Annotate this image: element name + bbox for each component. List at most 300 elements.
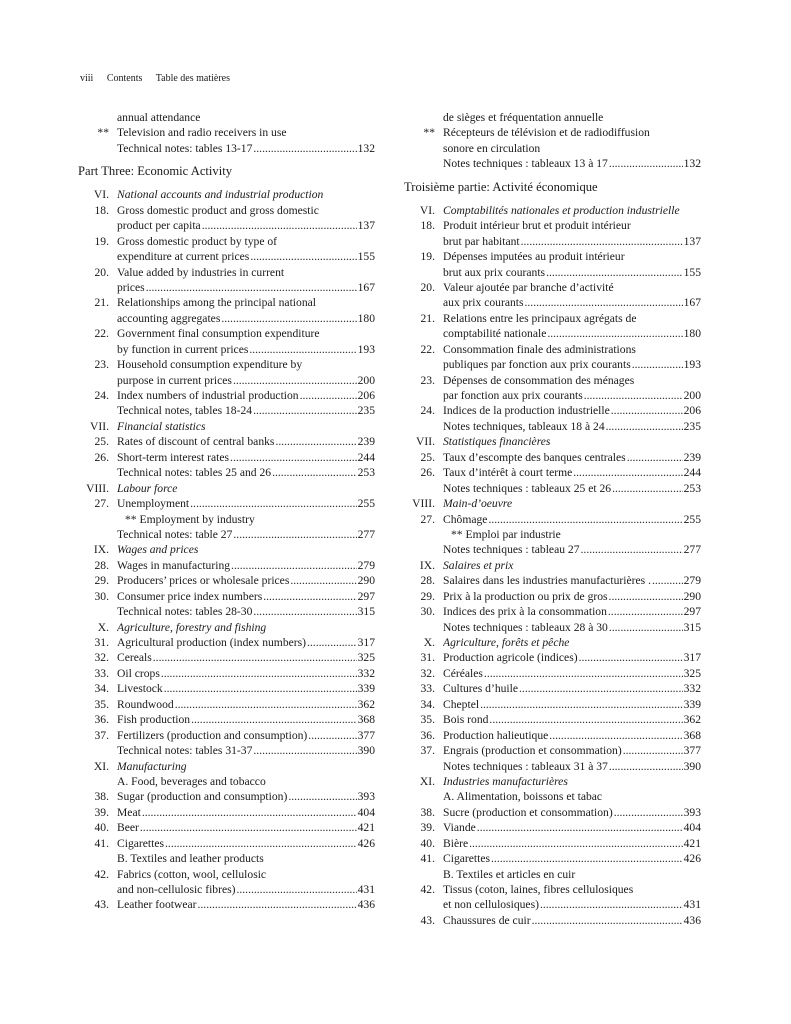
entry-number: 35. [420, 713, 435, 727]
chapter-heading [406, 203, 701, 218]
dot-leader [608, 604, 683, 619]
toc-entry[interactable] [80, 882, 375, 897]
entry-title: Taux d’intérêt à court terme [443, 466, 573, 480]
toc-entry[interactable] [80, 403, 375, 418]
entry-title: Notes techniques : tableaux 31 à 37 [443, 759, 608, 773]
entry-number: 37. [420, 744, 435, 758]
toc-entry[interactable] [80, 604, 375, 619]
entry-body [443, 311, 701, 326]
toc-entry[interactable] [80, 666, 375, 681]
entry-body [117, 295, 375, 310]
page-ref: 421 [683, 836, 701, 850]
toc-entry[interactable] [80, 373, 375, 388]
dot-leader [250, 249, 356, 264]
header-contents: Contents [106, 73, 143, 84]
entry-number: 25. [420, 450, 435, 464]
entry-body [117, 728, 375, 743]
page-ref: 235 [683, 419, 701, 433]
toc-entry[interactable] [406, 697, 701, 712]
entry-number: VI. [419, 203, 435, 217]
entry-title: Agricultural production (index numbers) [117, 636, 306, 649]
page-ref: 244 [357, 450, 375, 464]
page-ref: 200 [357, 373, 375, 387]
entry-title: Wages in manufacturing [117, 558, 231, 572]
dot-leader [484, 666, 683, 681]
entry-title: brut aux prix courants [443, 265, 546, 279]
page-ref: 431 [683, 898, 701, 912]
entry-number: 36. [420, 728, 435, 742]
part-heading [406, 172, 701, 203]
page-ref: 421 [357, 821, 375, 835]
entry-body [117, 125, 375, 140]
entry-body [443, 666, 701, 681]
entry-title: Céréales [443, 666, 483, 680]
dot-leader [275, 434, 356, 449]
toc-entry [80, 357, 375, 372]
part-heading-text: Part Three: Economic Activity [78, 164, 233, 179]
toc-entry [406, 280, 701, 295]
toc-entry [406, 218, 701, 233]
entry-title: National accounts and industrial production [117, 188, 324, 202]
entry-body [443, 789, 701, 804]
entry-title: Statistiques financières [443, 435, 551, 449]
dot-leader [142, 805, 357, 820]
page-ref: 255 [683, 512, 701, 526]
entry-body [443, 743, 701, 758]
toc-entry[interactable] [80, 527, 375, 542]
toc-entry[interactable] [406, 897, 701, 912]
entry-body [117, 882, 375, 897]
toc-entry[interactable] [80, 789, 375, 804]
entry-body [117, 681, 375, 696]
entry-title: Technical notes: tables 13-17 [117, 141, 253, 155]
entry-title: Household consumption expenditure by [117, 358, 303, 372]
contents-column-french [406, 110, 701, 928]
entry-number: 42. [94, 867, 109, 881]
entry-body [117, 836, 375, 851]
entry-number [80, 774, 117, 789]
entry-title: Technical notes: tables 31-37 [117, 744, 253, 758]
entry-body [443, 820, 701, 835]
entry-number [80, 882, 117, 897]
toc-entry[interactable] [80, 635, 375, 650]
entry-number [80, 512, 117, 527]
toc-entry [406, 141, 701, 156]
entry-title: Notes techniques : tableaux 28 à 30 [443, 620, 608, 634]
toc-entry[interactable] [406, 542, 701, 557]
entry-body [443, 681, 701, 696]
toc-entry[interactable] [406, 620, 701, 635]
toc-entry [80, 110, 375, 125]
entry-title: Sugar (production and consumption) [117, 790, 288, 804]
entry-title: Viande [443, 821, 476, 835]
entry-title: Produit intérieur brut et produit intérieur [443, 219, 631, 233]
entry-body [117, 373, 375, 388]
entry-body [443, 882, 701, 897]
entry-title: Technical notes: tables 25 and 26 [117, 466, 272, 480]
page-ref: 132 [357, 141, 375, 155]
entry-number: IX. [93, 543, 109, 557]
entry-number: 18. [420, 219, 435, 233]
toc-entry[interactable] [80, 434, 375, 449]
entry-title: Cigarettes [443, 852, 491, 866]
chapter-heading [80, 542, 375, 557]
toc-entry[interactable] [80, 681, 375, 696]
toc-entry[interactable] [406, 805, 701, 820]
entry-body [443, 326, 701, 341]
entry-body [117, 218, 375, 233]
entry-body [443, 481, 701, 496]
entry-number [406, 789, 443, 804]
entry-number: 42. [420, 883, 435, 896]
toc-entry[interactable] [406, 156, 701, 171]
dot-leader [623, 743, 683, 758]
toc-entry[interactable] [80, 743, 375, 758]
entry-body [443, 697, 701, 712]
dot-leader [491, 851, 683, 866]
page-ref: 200 [683, 389, 701, 402]
toc-entry[interactable] [406, 403, 701, 418]
entry-title: Engrais (production et consommation) [443, 744, 622, 758]
entry-title: Consommation finale des administrations [443, 342, 636, 356]
entry-title: Production halieutique [443, 728, 549, 742]
entry-number: 30. [94, 589, 109, 603]
entry-title: de sièges et fréquentation annuelle [443, 111, 604, 124]
dot-leader [146, 280, 357, 295]
entry-body [117, 820, 375, 835]
toc-entry[interactable] [406, 234, 701, 249]
page-ref: 137 [357, 219, 375, 233]
entry-number: 28. [94, 558, 109, 572]
entry-title: Producers’ prices or wholesale prices [117, 574, 290, 588]
entry-body [117, 650, 375, 665]
entry-number: 22. [94, 327, 109, 341]
entry-body [443, 620, 701, 635]
entry-body [117, 604, 375, 619]
toc-entry[interactable] [80, 311, 375, 326]
toc-entry[interactable] [80, 820, 375, 835]
toc-entry [80, 125, 375, 140]
entry-number: 32. [94, 651, 109, 665]
dot-leader [477, 820, 683, 835]
entry-body [117, 311, 375, 326]
entry-body [117, 265, 375, 280]
entry-body [443, 203, 701, 218]
dot-leader [612, 481, 683, 496]
dot-leader [175, 697, 357, 712]
dot-leader [236, 882, 356, 897]
entry-number: X. [97, 620, 109, 634]
header-table-des-matieres: Table des matières [155, 73, 231, 84]
entry-body [443, 836, 701, 851]
toc-entry[interactable] [406, 326, 701, 341]
page-ref: 339 [357, 682, 375, 696]
toc-entry[interactable] [406, 573, 701, 588]
dot-leader [198, 897, 357, 912]
toc-entry [406, 249, 701, 264]
entry-title: Récepteurs de télévision et de radiodiffusion [443, 126, 650, 140]
toc-entry[interactable] [80, 141, 375, 156]
entry-body [443, 805, 701, 820]
entry-title: accounting aggregates [117, 311, 221, 325]
toc-entry [406, 373, 701, 388]
entry-number [80, 403, 117, 418]
entry-number [406, 620, 443, 635]
entry-number: 18. [94, 203, 109, 217]
toc-entry[interactable] [406, 481, 701, 496]
entry-body [443, 542, 701, 557]
entry-title: Indices de la production industrielle [443, 404, 610, 418]
dot-leader [253, 141, 356, 156]
entry-title: Taux d’escompte des banques centrales [443, 450, 626, 464]
toc-entry [80, 774, 375, 789]
entry-number [406, 295, 443, 310]
toc-entry[interactable] [80, 897, 375, 912]
entry-title: B. Textiles and leather products [117, 852, 264, 866]
dot-leader [609, 759, 683, 774]
toc-entry[interactable] [406, 759, 701, 774]
entry-title: publiques par fonction aux prix courants [443, 358, 631, 372]
dot-leader [549, 728, 682, 743]
entry-title: Indices des prix à la consommation [443, 605, 607, 619]
entry-number: 27. [94, 497, 109, 511]
entry-number [406, 110, 443, 125]
page-ref: 180 [357, 311, 375, 325]
entry-number: 31. [94, 636, 109, 649]
entry-title: Cigarettes [117, 836, 165, 850]
page-ref: 279 [683, 574, 701, 588]
entry-body [443, 897, 701, 912]
entry-body [443, 388, 701, 403]
toc-entry[interactable] [406, 851, 701, 866]
toc-entry[interactable] [80, 218, 375, 233]
entry-body [443, 434, 701, 449]
dot-leader [233, 527, 356, 542]
entry-body [443, 650, 701, 665]
page-ref: 436 [683, 913, 701, 927]
toc-entry[interactable] [406, 512, 701, 527]
page-ref: 377 [683, 744, 701, 758]
chapter-heading [406, 496, 701, 511]
entry-number: 40. [94, 821, 109, 835]
toc-entry[interactable] [80, 805, 375, 820]
toc-entry [406, 125, 701, 140]
entry-title: Tissus (coton, laines, fibres cellulosiques [443, 883, 634, 896]
toc-entry[interactable] [406, 589, 701, 604]
toc-entry[interactable] [406, 913, 701, 928]
toc-entry[interactable] [406, 265, 701, 280]
toc-entry[interactable] [406, 712, 701, 727]
entry-number [406, 759, 443, 774]
entry-body [117, 789, 375, 804]
entry-title: Television and radio receivers in use [117, 126, 287, 140]
entry-number [406, 527, 443, 542]
dot-leader [609, 589, 683, 604]
entry-title: Chômage [443, 512, 488, 526]
entry-body [117, 527, 375, 542]
toc-entry[interactable] [406, 450, 701, 465]
entry-title: Notes techniques : tableaux 25 et 26 [443, 481, 612, 495]
entry-body [117, 697, 375, 712]
toc-entry[interactable] [80, 465, 375, 480]
toc-entry[interactable] [406, 743, 701, 758]
entry-number: 22. [420, 342, 435, 356]
entry-title: prices [117, 280, 145, 294]
dot-leader [611, 403, 683, 418]
entry-body [117, 512, 375, 527]
toc-entry[interactable] [80, 573, 375, 588]
entry-body [117, 450, 375, 465]
entry-body [117, 712, 375, 727]
entry-body [117, 867, 375, 882]
part-heading-text: Troisième partie: Activité économique [404, 179, 598, 194]
entry-title: product per capita [117, 219, 201, 233]
toc-entry[interactable] [406, 604, 701, 619]
toc-entry[interactable] [80, 728, 375, 743]
page-ref: 332 [357, 666, 375, 680]
entry-body [443, 110, 701, 125]
chapter-heading [406, 635, 701, 650]
page-ref: 155 [683, 265, 701, 279]
page-ref: 244 [683, 466, 701, 480]
chapter-heading [406, 434, 701, 449]
entry-body [117, 558, 375, 573]
entry-number [406, 419, 443, 434]
entry-body [117, 759, 375, 774]
entry-title: Notes techniques : tableaux 13 à 17 [443, 157, 608, 171]
toc-entry[interactable] [80, 650, 375, 665]
toc-entry [406, 867, 701, 882]
entry-title: by function in current prices [117, 342, 249, 356]
dot-leader [153, 650, 357, 665]
toc-entry[interactable] [406, 388, 701, 403]
entry-title: Valeur ajoutée par branche d’activité [443, 280, 614, 294]
entry-number [406, 481, 443, 496]
entry-title: Fertilizers (production and consumption) [117, 728, 308, 742]
chapter-heading [80, 620, 375, 635]
entry-title: Comptabilités nationales et production industrielle [443, 203, 680, 217]
toc-entry[interactable] [406, 666, 701, 681]
entry-body [443, 712, 701, 727]
page-ref: 317 [357, 636, 375, 649]
entry-body [117, 666, 375, 681]
page-ref: 137 [683, 234, 701, 248]
toc-entry[interactable] [406, 728, 701, 743]
page-ref: 436 [357, 898, 375, 912]
entry-title: et non cellulosiques) [443, 898, 539, 912]
chapter-heading [406, 558, 701, 573]
toc-entry[interactable] [406, 836, 701, 851]
toc-entry[interactable] [406, 295, 701, 310]
toc-entry[interactable] [406, 357, 701, 372]
page-ref: 167 [683, 296, 701, 310]
entry-title: Government final consumption expenditure [117, 327, 320, 341]
toc-entry[interactable] [80, 589, 375, 604]
entry-number [80, 280, 117, 295]
toc-entry[interactable] [80, 712, 375, 727]
entry-body [443, 218, 701, 233]
dot-leader [547, 326, 682, 341]
entry-body [443, 295, 701, 310]
toc-entry[interactable] [406, 465, 701, 480]
toc-entry[interactable] [80, 558, 375, 573]
entry-number: VIII. [412, 497, 435, 511]
entry-title: Fabrics (cotton, wool, cellulosic [117, 867, 267, 881]
dot-leader [161, 666, 357, 681]
entry-title: Short-term interest rates [117, 450, 230, 464]
page-header [80, 73, 241, 84]
entry-number: 36. [94, 713, 109, 727]
toc-entry [80, 234, 375, 249]
page-number: viii [80, 73, 94, 84]
toc-entry[interactable] [80, 280, 375, 295]
page-ref: 279 [357, 558, 375, 572]
toc-entry[interactable] [80, 697, 375, 712]
entry-number: 21. [420, 311, 435, 325]
entry-number: 26. [420, 466, 435, 480]
toc-entry[interactable] [80, 388, 375, 403]
entry-title: and non-cellulosic fibres) [117, 883, 236, 896]
entry-title: Technical notes: tables 28-30 [117, 605, 253, 619]
entry-body [117, 573, 375, 588]
page-ref: 339 [683, 697, 701, 711]
entry-title: Beer [117, 821, 139, 835]
entry-title: Notes techniques : tableau 27 [443, 543, 580, 557]
toc-entry[interactable] [80, 496, 375, 511]
dot-leader [546, 265, 683, 280]
entry-title: Production agricole (indices) [443, 651, 578, 665]
dot-leader [581, 542, 683, 557]
toc-entry[interactable] [406, 820, 701, 835]
entry-body [117, 897, 375, 912]
toc-entry [406, 342, 701, 357]
toc-entry[interactable] [406, 650, 701, 665]
dot-leader [480, 697, 683, 712]
entry-body [443, 234, 701, 249]
toc-entry [406, 311, 701, 326]
page-ref: 404 [357, 805, 375, 819]
entry-number [80, 743, 117, 758]
toc-entry[interactable] [406, 681, 701, 696]
entry-number [80, 373, 117, 388]
toc-entry[interactable] [80, 450, 375, 465]
entry-title: Agriculture, forêts et pêche [443, 636, 570, 649]
toc-entry [80, 295, 375, 310]
entry-title: purpose in current prices [117, 373, 232, 387]
entry-body [443, 280, 701, 295]
entry-number: 25. [94, 435, 109, 449]
page-ref: 431 [357, 883, 375, 896]
dot-leader [190, 496, 356, 511]
page-ref: 297 [683, 605, 701, 619]
dot-leader [652, 573, 683, 588]
entry-number: XI. [93, 759, 109, 773]
toc-entry[interactable] [406, 419, 701, 434]
entry-body [117, 419, 375, 434]
toc-entry[interactable] [80, 836, 375, 851]
entry-number: 40. [420, 836, 435, 850]
entry-number: 20. [420, 280, 435, 294]
toc-entry [80, 203, 375, 218]
toc-entry[interactable] [80, 342, 375, 357]
entry-number: XI. [419, 774, 435, 788]
entry-body [443, 357, 701, 372]
entry-body [443, 527, 701, 542]
entry-title: Technical notes, tables 18-24 [117, 404, 253, 418]
toc-entry[interactable] [80, 249, 375, 264]
page-ref: 193 [357, 342, 375, 356]
entry-body [117, 388, 375, 403]
